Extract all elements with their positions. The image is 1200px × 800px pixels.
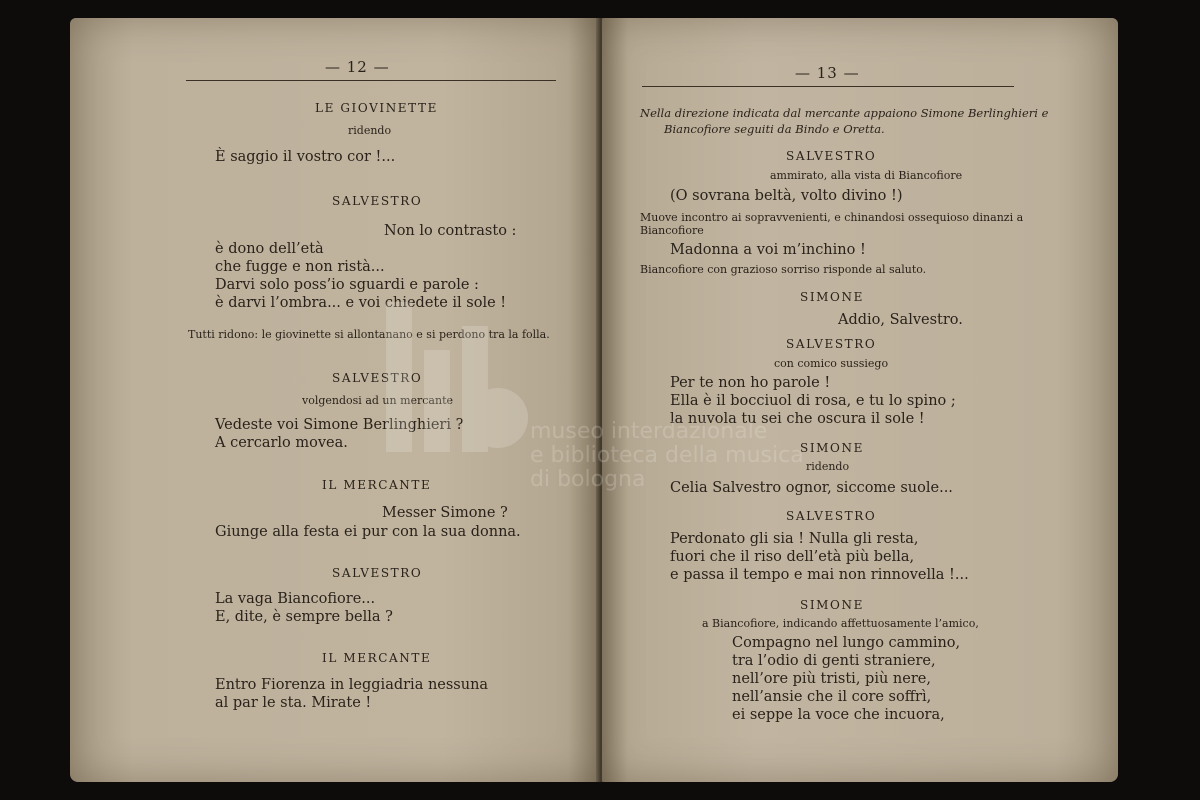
verse-line: nell’ansie che il core soffrì, — [732, 689, 932, 705]
speaker-name: SALVESTRO — [332, 194, 423, 208]
verse-line: la nuvola tu sei che oscura il sole ! — [670, 411, 925, 427]
verse-line: È saggio il vostro cor !... — [215, 149, 396, 165]
stage-direction: Tutti ridono: le giovinette si allontanano e si perdono tra la folla. — [188, 328, 550, 341]
verse-line: Perdonato gli sia ! Nulla gli resta, — [670, 531, 919, 547]
verse-line: Darvi solo poss’io sguardi e parole : — [215, 277, 479, 293]
verse-line: Compagno nel lungo cammino, — [732, 635, 961, 651]
speaker-name: SIMONE — [800, 598, 864, 612]
page-number: — 12 — — [325, 58, 390, 76]
speaker-name: IL MERCANTE — [322, 478, 432, 492]
stage-direction: Muove incontro ai sopravvenienti, e chinandosi ossequioso dinanzi a — [640, 211, 1024, 224]
stage-direction: volgendosi ad un mercante — [302, 394, 454, 407]
stage-direction: Biancofiore seguiti da Bindo e Oretta. — [664, 122, 885, 136]
verse-line: Madonna a voi m’inchino ! — [670, 242, 866, 258]
left-page — [70, 18, 600, 782]
stage-direction: a Biancofiore, indicando affettuosamente l’amico, — [702, 617, 979, 630]
stage-direction: Biancofiore con grazioso sorriso risponde al saluto. — [640, 263, 927, 276]
speaker-name: SALVESTRO — [786, 149, 877, 163]
watermark-line: di bologna — [530, 467, 646, 492]
speaker-name: SALVESTRO — [786, 337, 877, 351]
verse-line: Per te non ho parole ! — [670, 375, 831, 391]
speaker-name: SALVESTRO — [786, 509, 877, 523]
verse-line: Celia Salvestro ognor, siccome suole... — [670, 480, 953, 496]
stage-direction: ridendo — [806, 460, 850, 473]
header-rule — [186, 80, 556, 81]
stage-direction: Biancofiore — [640, 224, 704, 237]
verse-line: fuori che il riso dell’età più bella, — [670, 549, 915, 565]
stage-direction: con comico sussiego — [774, 357, 889, 370]
verse-line: Messer Simone ? — [382, 505, 508, 521]
verse-line: è darvi l’ombra... e voi chiedete il sole ! — [215, 295, 507, 311]
verse-line: Entro Fiorenza in leggiadria nessuna — [215, 677, 489, 693]
stage-direction: ridendo — [348, 124, 392, 137]
speaker-name: SALVESTRO — [332, 371, 423, 385]
verse-line: Ella è il bocciuol di rosa, e tu lo spino ; — [670, 393, 956, 409]
speaker-name: SALVESTRO — [332, 566, 423, 580]
verse-line: E, dite, è sempre bella ? — [215, 609, 393, 625]
watermark-line: e biblioteca della musica — [530, 443, 804, 468]
verse-line: che fugge e non ristà... — [215, 259, 385, 275]
verse-line: nell’ore più tristi, più nere, — [732, 671, 931, 687]
right-page — [602, 18, 1118, 782]
stage-direction: ammirato, alla vista di Biancofiore — [770, 169, 963, 182]
speaker-name: IL MERCANTE — [322, 651, 432, 665]
speaker-name: SIMONE — [800, 441, 864, 455]
verse-line: tra l’odio di genti straniere, — [732, 653, 936, 669]
header-rule — [642, 86, 1014, 87]
verse-line: Vedeste voi Simone Berlinghieri ? — [215, 417, 464, 433]
verse-line: (O sovrana beltà, volto divino !) — [670, 188, 903, 204]
page-number: — 13 — — [795, 64, 860, 82]
verse-line: è dono dell’età — [215, 241, 324, 257]
verse-line: ei seppe la voce che incuora, — [732, 707, 945, 723]
verse-line: e passa il tempo e mai non rinnovella !... — [670, 567, 969, 583]
verse-line: Non lo contrasto : — [384, 223, 517, 239]
stage-direction: Nella direzione indicata dal mercante appaiono Simone Berlinghieri e — [640, 106, 1049, 120]
verse-line: La vaga Biancofiore... — [215, 591, 376, 607]
verse-line: al par le sta. Mirate ! — [215, 695, 372, 711]
speaker-name: LE GIOVINETTE — [315, 101, 438, 115]
verse-line: Giunge alla festa ei pur con la sua donna. — [215, 524, 521, 540]
verse-line: A cercarlo movea. — [215, 435, 348, 451]
speaker-name: SIMONE — [800, 290, 864, 304]
verse-line: Addio, Salvestro. — [838, 312, 963, 328]
open-book — [70, 18, 1118, 782]
watermark-line: museo interdazionale — [530, 419, 768, 444]
